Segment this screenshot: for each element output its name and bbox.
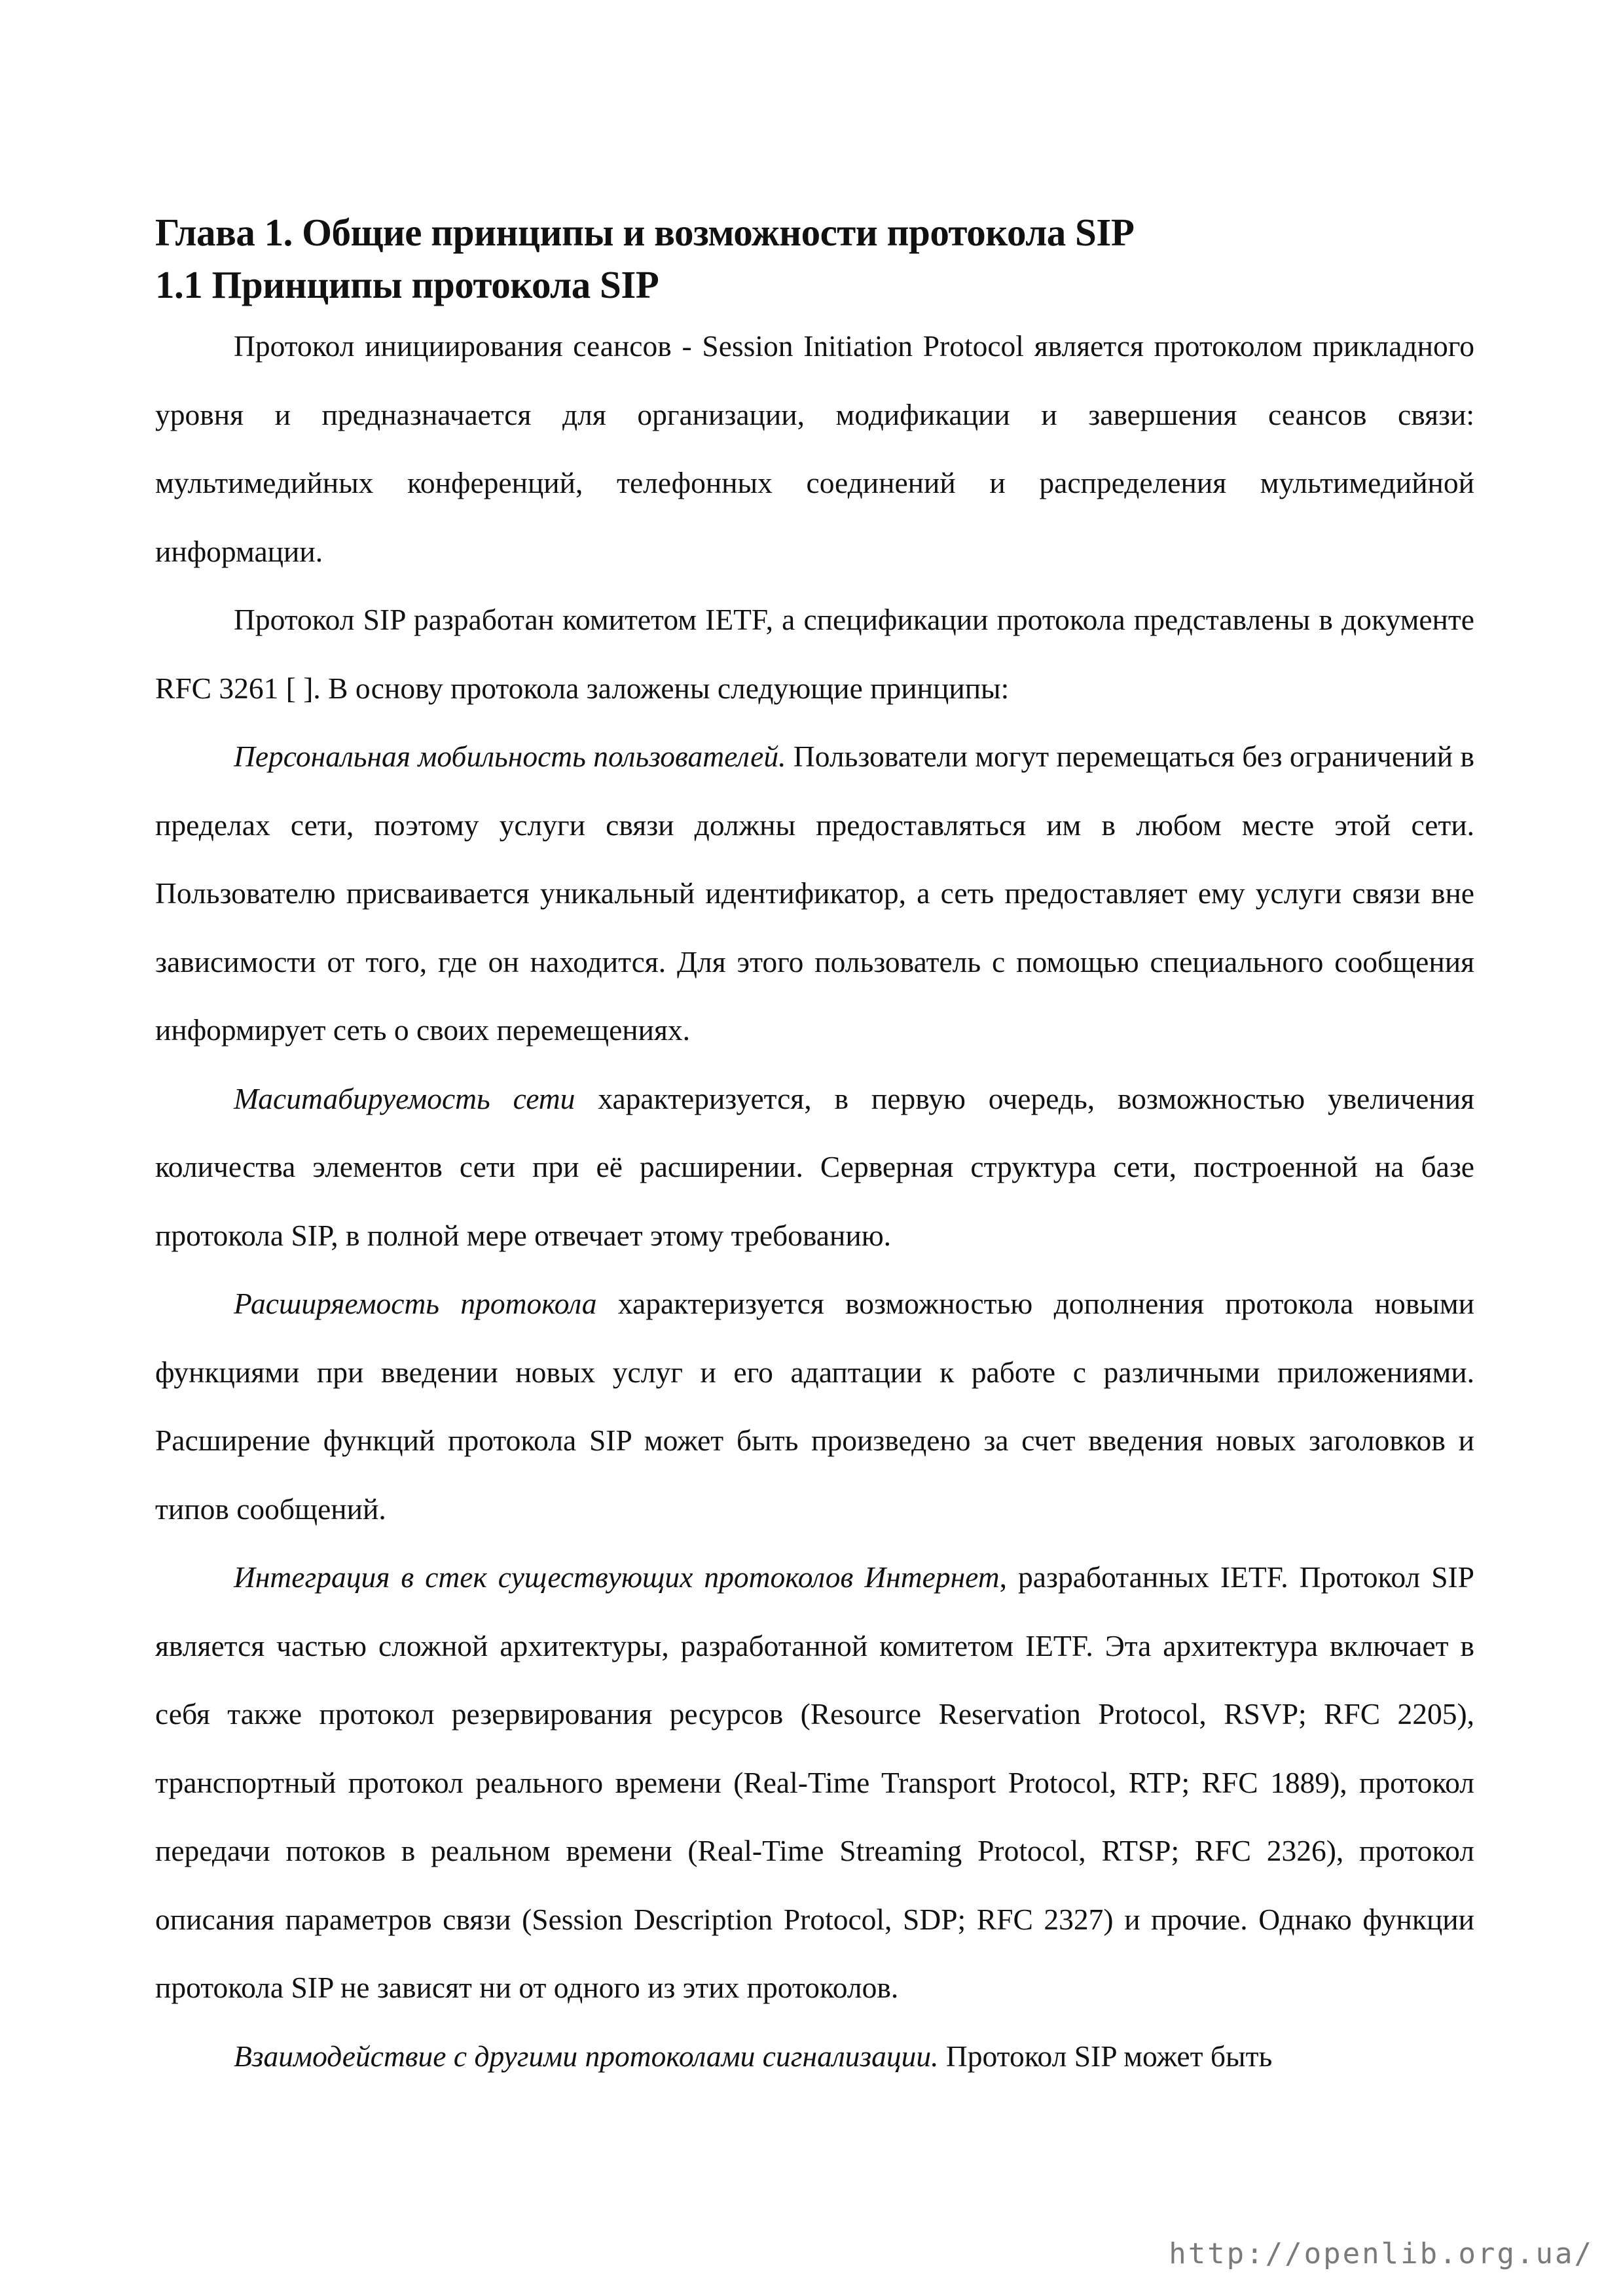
paragraph-lead-italic: Персональная мобильность пользователей.: [234, 740, 786, 773]
paragraph-text: характеризуется, в первую очередь, возможностью увеличения количества элементов сети при её расширении. Серверная структура сети, построенной на базе протокола SIP, в полной мере отвечает этому требованию.: [155, 1081, 1474, 1252]
paragraph-lead-italic: Расширяемость протокола: [234, 1287, 597, 1320]
paragraph-scalability: [155, 1065, 1474, 1270]
paragraph-extensibility: [155, 1270, 1474, 1543]
paragraph-lead-italic: Интеграция в стек существующих протоколов Интернет: [234, 1560, 1000, 1594]
paragraph-interaction: [155, 2022, 1474, 2091]
paragraph-text: Протокол SIP разработан комитетом IETF, а спецификации протокола представлены в документе RFC 3261 [ ]. В основу протокола заложены следующие принципы:: [155, 603, 1474, 705]
paragraph-text: Протокол инициирования сеансов - Session Initiation Protocol является протоколом прикладного уровня и предназначается для организации, модификации и завершения сеансов связи: мультимедийных конференций, телефонных соединений и распределения мультимедийной информации.: [155, 329, 1474, 568]
paragraph-2: [155, 586, 1474, 723]
chapter-title: Глава 1. Общие принципы и возможности протокола SIP: [155, 211, 1135, 254]
page-content: [155, 206, 1474, 2090]
section-title: 1.1 Принципы протокола SIP: [155, 263, 659, 306]
paragraph-lead-italic: Взаимодействие с другими протоколами сигнализации.: [234, 2039, 939, 2073]
paragraph-text: характеризуется возможностью дополнения протокола новыми функциями при введении новых услуг и его адаптации к работе с различными приложениями. Расширение функций протокола SIP может быть произведено за счет введения новых заголовков и типов сообщений.: [155, 1287, 1474, 1526]
paragraph-text: , разработанных IETF. Протокол SIP является частью сложной архитектуры, разработанной комитетом IETF. Эта архитектура включает в себя также протокол резервирования ресурсов (Resource Reservation Protocol, RSVP; RFC 2205), транспортный протокол реального времени (Real-Time Transport Protocol, RTP; RFC 1889), протокол передачи потоков в реальном времени (Real-Time Streaming Protocol, RTSP; RFC 2326), протокол описания параметров связи (Session Description Protocol, SDP; RFC 2327) и прочие. Однако функции протокола SIP не зависят ни от одного из этих протоколов.: [155, 1560, 1474, 2004]
footer-source-link[interactable]: http://openlib.org.ua/: [1169, 2237, 1594, 2270]
paragraph-1: [155, 312, 1474, 586]
paragraph-text: Протокол SIP может быть: [938, 2039, 1273, 2073]
paragraph-mobility: [155, 723, 1474, 1065]
paragraph-text: Пользователи могут перемещаться без ограничений в пределах сети, поэтому услуги связи должны предоставляться им в любом месте этой сети. Пользователю присваивается уникальный идентификатор, а сеть предоставляет ему услуги связи вне зависимости от того, где он находится. Для этого пользователь с помощью специального сообщения информирует сеть о своих перемещениях.: [155, 740, 1475, 1047]
paragraph-integration: [155, 1543, 1474, 2022]
paragraph-lead-italic: Маситабируемость сети: [234, 1081, 575, 1115]
